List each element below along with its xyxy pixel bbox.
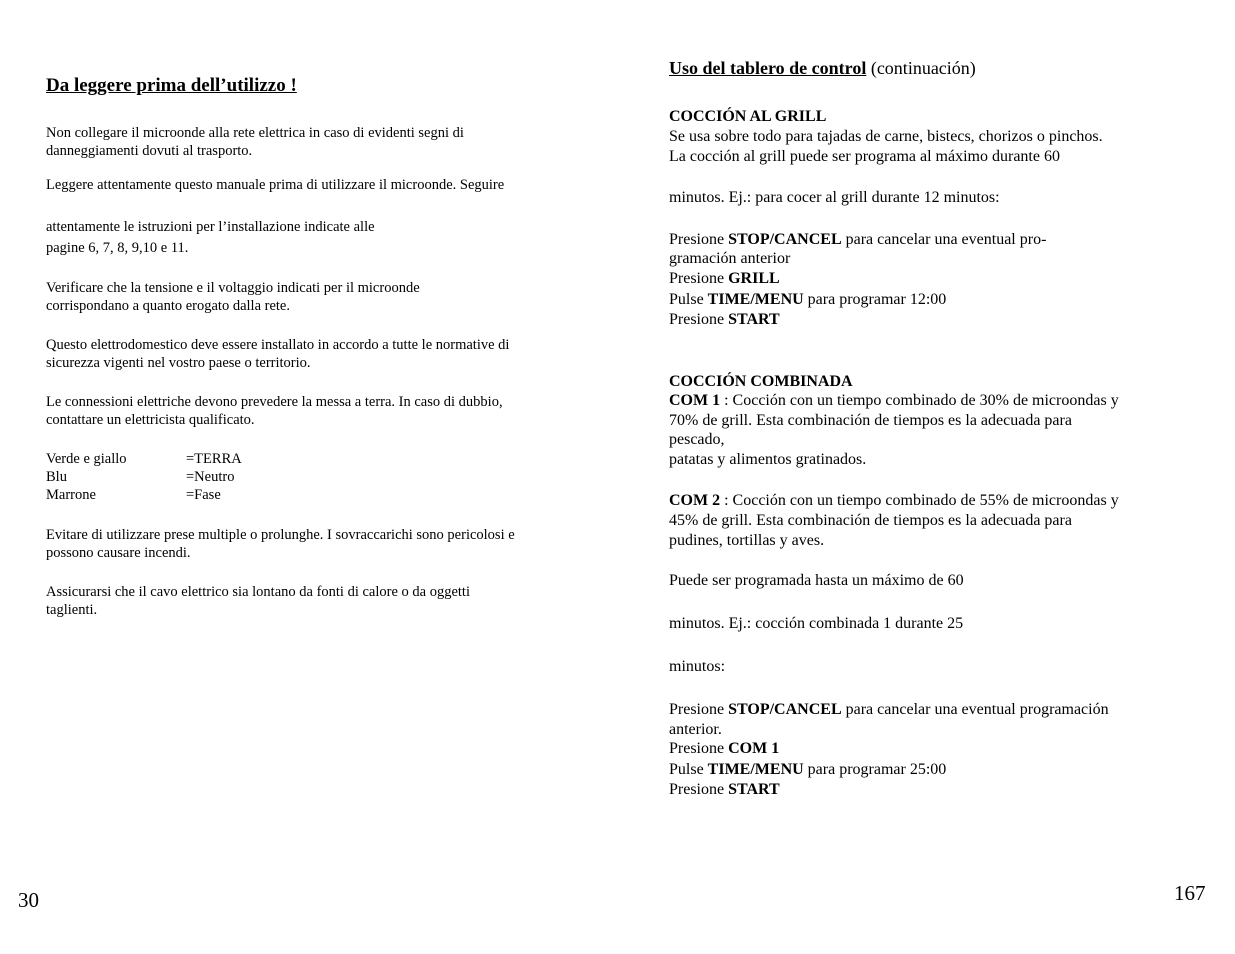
combi-step-3: Pulse TIME/MENU para programar 25:00 [669, 761, 947, 778]
left-p4-line1: Questo elettrodomestico deve essere installato in accordo a tutte le normative di [46, 337, 510, 353]
max-line1: Puede ser programada hasta un máximo de 60 [669, 572, 964, 589]
com1-key: COM 1 [728, 740, 780, 757]
grill-step-1-cont: gramación anterior [669, 250, 791, 267]
grill-step-3: Pulse TIME/MENU para programar 12:00 [669, 291, 947, 308]
left-p2-line3: pagine 6, 7, 8, 9,10 e 11. [46, 240, 189, 256]
com1-line2: 70% de grill. Esta combinación de tiempos es la adecuada para [669, 412, 1072, 429]
left-p3-line2: corrispondano a quanto erogato dalla rete. [46, 298, 290, 314]
left-p3-line1: Verificare che la tensione e il voltaggio indicati per il microonde [46, 280, 420, 296]
max-line2: minutos. Ej.: cocción combinada 1 durante 25 [669, 615, 964, 632]
wire-meaning: =Neutro [186, 469, 235, 485]
stop-cancel-key: STOP/CANCEL [728, 701, 842, 718]
grill-line1: Se usa sobre todo para tajadas de carne, bistecs, chorizos o pinchos. [669, 128, 1103, 145]
grill-heading: COCCIÓN AL GRILL [669, 108, 827, 125]
grill-line3: minutos. Ej.: para cocer al grill durante 12 minutos: [669, 189, 1000, 206]
left-p2-line1: Leggere attentamente questo manuale prima di utilizzare il microonde. Seguire [46, 177, 505, 193]
com2-key: COM 2 [669, 492, 721, 509]
left-p5-line1: Le connessioni elettriche devono prevedere la messa a terra. In caso di dubbio, [46, 394, 503, 410]
start-key: START [728, 311, 780, 328]
left-p5-line2: contattare un elettricista qualificato. [46, 412, 255, 428]
left-p1-line2: danneggiamenti dovuti al trasporto. [46, 143, 253, 159]
grill-step-4: Presione START [669, 311, 780, 328]
grill-line2: La cocción al grill puede ser programa al máximo durante 60 [669, 148, 1060, 165]
start-key: START [728, 781, 780, 798]
right-title-suffix: (continuación) [866, 58, 976, 78]
grill-step-2: Presione GRILL [669, 270, 780, 287]
grill-key: GRILL [728, 270, 780, 287]
wire-meaning: =Fase [186, 487, 221, 503]
com1-line1: COM 1 : Cocción con un tiempo combinado de 30% de microondas y [669, 392, 1119, 409]
max-line3: minutos: [669, 658, 726, 675]
left-p1-line1: Non collegare il microonde alla rete elettrica in caso di evidenti segni di [46, 125, 464, 141]
combi-step-4: Presione START [669, 781, 780, 798]
left-p6-line1: Evitare di utilizzare prese multiple o prolunghe. I sovraccarichi sono pericolosi e [46, 527, 515, 543]
com2-line1: COM 2 : Cocción con un tiempo combinado de 55% de microondas y [669, 492, 1119, 509]
combi-heading: COCCIÓN COMBINADA [669, 373, 853, 390]
com2-line2: 45% de grill. Esta combinación de tiempos es la adecuada para [669, 512, 1072, 529]
right-title-main: Uso del tablero de control [669, 58, 867, 78]
combi-step-2: Presione COM 1 [669, 740, 780, 757]
right-page-number: 167 [1174, 881, 1206, 905]
com1-key: COM 1 [669, 392, 721, 409]
stop-cancel-key: STOP/CANCEL [728, 231, 842, 248]
time-menu-key: TIME/MENU [707, 291, 804, 308]
wire-color: Marrone [46, 487, 96, 503]
com1-line4: patatas y alimentos gratinados. [669, 451, 867, 468]
wire-color: Verde e giallo [46, 451, 127, 467]
com1-line3: pescado, [669, 431, 725, 448]
left-page-number: 30 [18, 888, 39, 912]
com2-line3: pudines, tortillas y aves. [669, 532, 825, 549]
left-p7-line1: Assicurarsi che il cavo elettrico sia lontano da fonti di calore o da oggetti [46, 584, 470, 600]
grill-step-1: Presione STOP/CANCEL para cancelar una eventual pro- [669, 231, 1047, 248]
time-menu-key: TIME/MENU [707, 761, 804, 778]
left-p2-line2: attentamente le istruzioni per l’installazione indicate alle [46, 219, 375, 235]
right-title [669, 58, 976, 79]
wire-color: Blu [46, 469, 67, 485]
wire-meaning: =TERRA [186, 451, 242, 467]
left-p4-line2: sicurezza vigenti nel vostro paese o territorio. [46, 355, 311, 371]
combi-step-1: Presione STOP/CANCEL para cancelar una eventual programación [669, 701, 1109, 718]
left-p7-line2: taglienti. [46, 602, 98, 618]
left-title: Da leggere prima dell’utilizzo ! [46, 75, 297, 96]
left-p6-line2: possono causare incendi. [46, 545, 191, 561]
combi-step-1-cont: anterior. [669, 721, 722, 738]
